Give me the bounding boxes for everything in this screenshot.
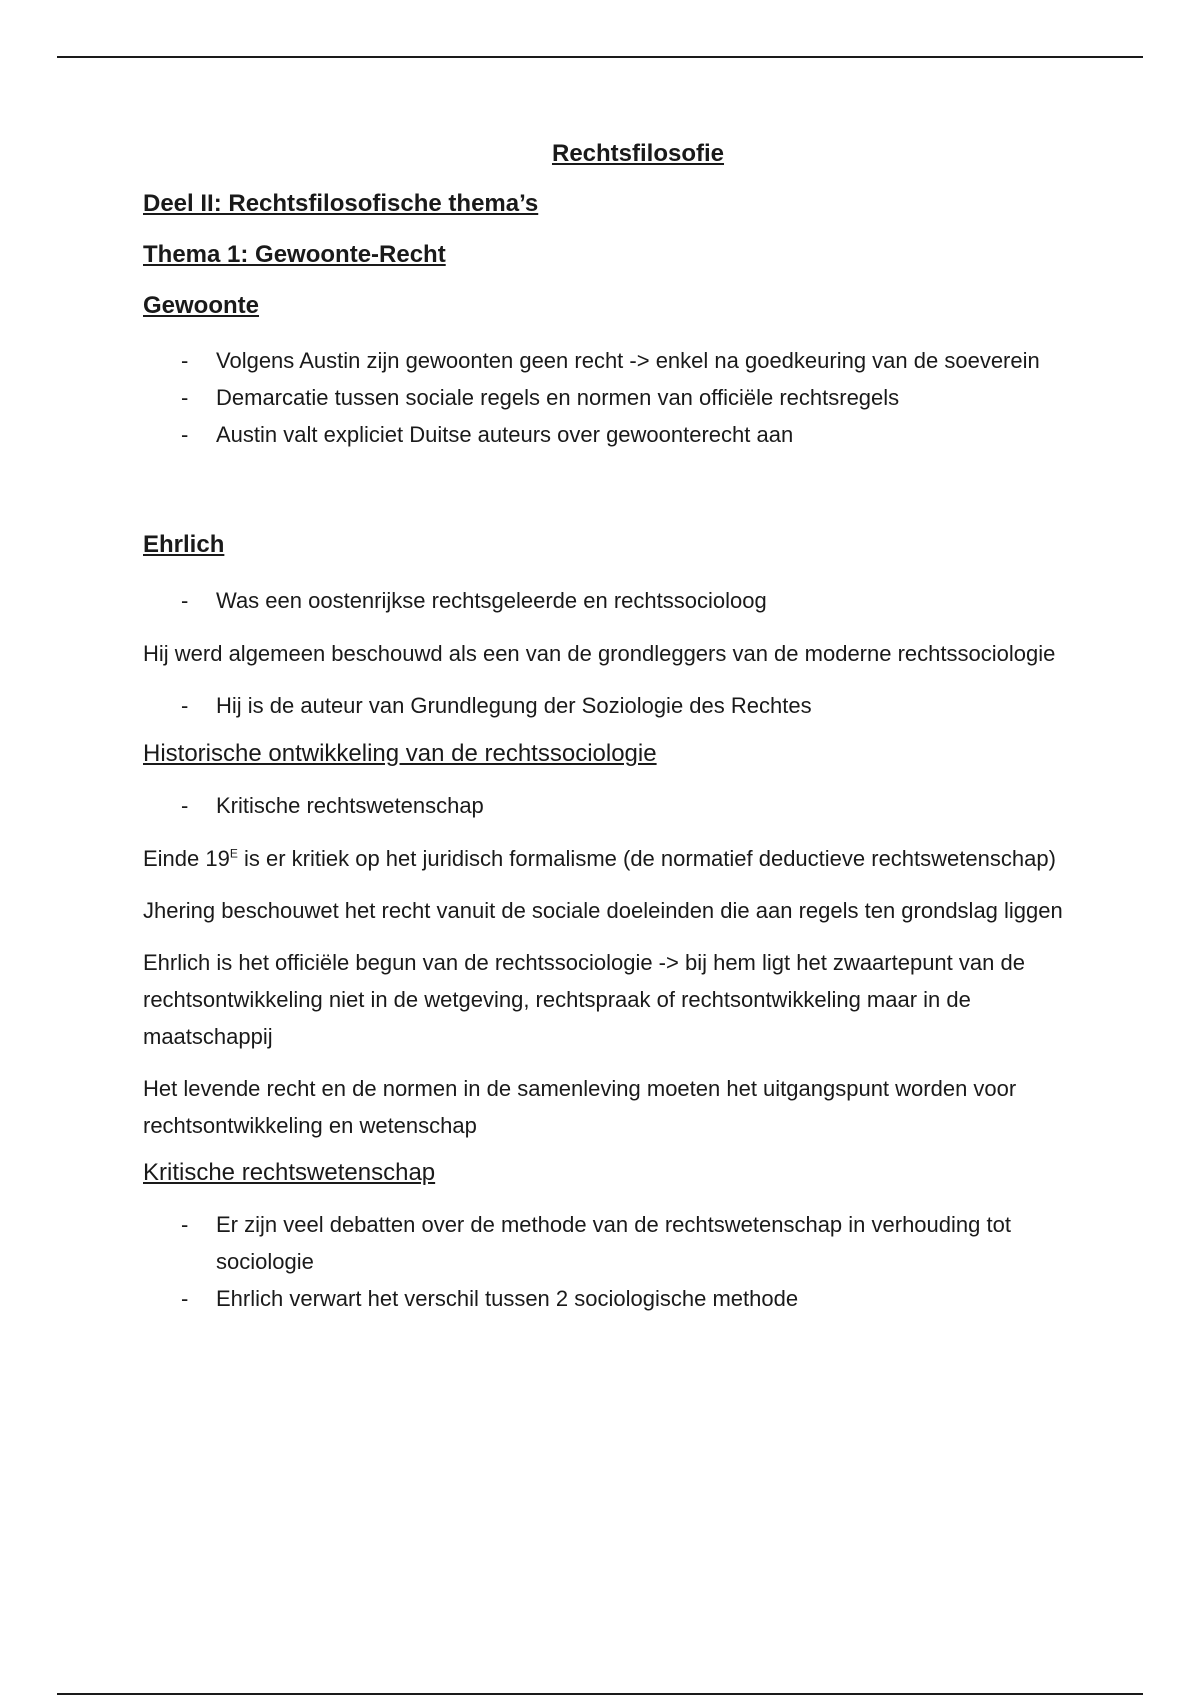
top-rule — [57, 56, 1143, 58]
gewoonte-bullet-list — [143, 342, 1063, 453]
section-heading-historische: Historische ontwikkeling van de rechtssociologie — [143, 740, 657, 768]
kritische-bullet-list — [143, 1206, 1063, 1317]
list-item — [143, 416, 1063, 453]
list-item-text: Kritische rechtswetenschap — [216, 792, 484, 818]
list-item — [143, 787, 1063, 824]
dash-marker: - — [181, 348, 189, 374]
list-item — [143, 582, 1063, 619]
list-item — [143, 1206, 1063, 1280]
bottom-rule — [57, 1693, 1143, 1695]
section-spacer — [143, 469, 1063, 531]
list-item-text: Demarcatie tussen sociale regels en normen van officiële rechtsregels — [216, 385, 900, 411]
part-heading: Deel II: Rechtsfilosofische thema’s — [143, 190, 539, 217]
section-heading-kritische: Kritische rechtswetenschap — [143, 1158, 436, 1186]
dash-marker: - — [181, 588, 189, 614]
list-item — [143, 687, 1063, 724]
paragraph: Jhering beschouwet het recht vanuit de sociale doeleinden die aan regels ten grondslag liggen — [143, 897, 1063, 923]
dash-marker: - — [181, 422, 189, 448]
list-item — [143, 379, 1063, 416]
dash-marker: - — [181, 693, 189, 719]
paragraph-text: is er kritiek op het juridisch formalisme (de normatief deductieve rechtswetenschap) — [237, 845, 1056, 871]
dash-marker: - — [181, 1211, 189, 1237]
document-title: Rechtsfilosofie — [551, 140, 725, 167]
list-item-text: Austin valt expliciet Duitse auteurs over gewoonterecht aan — [216, 422, 794, 448]
section-heading-ehrlich: Ehrlich — [143, 531, 225, 559]
ehrlich-bullet-list-2 — [143, 687, 1063, 724]
historische-bullet-list — [143, 787, 1063, 824]
section-heading-gewoonte: Gewoonte — [143, 291, 260, 319]
list-item-text: Hij is de auteur van Grundlegung der Soziologie des Rechtes — [216, 693, 812, 719]
list-item — [143, 342, 1063, 379]
list-item-text: Er zijn veel debatten over de methode van de rechtswetenschap in verhouding tot sociologie — [216, 1211, 1011, 1274]
document-body — [143, 140, 1063, 1333]
paragraph — [143, 840, 1063, 877]
paragraph: Hij werd algemeen beschouwd als een van de grondleggers van de moderne rechtssociologie — [143, 641, 1056, 667]
dash-marker: - — [181, 792, 189, 818]
superscript: E — [229, 846, 238, 861]
paragraph: Het levende recht en de normen in de samenleving moeten het uitgangspunt worden voor rechtsontwikkeling en wetenschap — [143, 1075, 1017, 1138]
dash-marker: - — [181, 1285, 189, 1311]
list-item-text: Was een oostenrijkse rechtsgeleerde en rechtssocioloog — [216, 588, 767, 614]
dash-marker: - — [181, 385, 189, 411]
list-item — [143, 1280, 1063, 1317]
list-item-text: Volgens Austin zijn gewoonten geen recht -> enkel na goedkeuring van de soeverein — [216, 348, 1040, 374]
list-item-text: Ehrlich verwart het verschil tussen 2 sociologische methode — [216, 1285, 799, 1311]
theme-heading: Thema 1: Gewoonte-Recht — [143, 240, 446, 268]
ehrlich-bullet-list-1 — [143, 582, 1063, 619]
paragraph: Ehrlich is het officiële begun van de rechtssociologie -> bij hem ligt het zwaartepunt van de rechtsontwikkeling niet in de wetgeving, rechtspraak of rechtsontwikkeling maar in de maatschappij — [143, 949, 1025, 1049]
paragraph-text: Einde 19 — [143, 845, 230, 871]
